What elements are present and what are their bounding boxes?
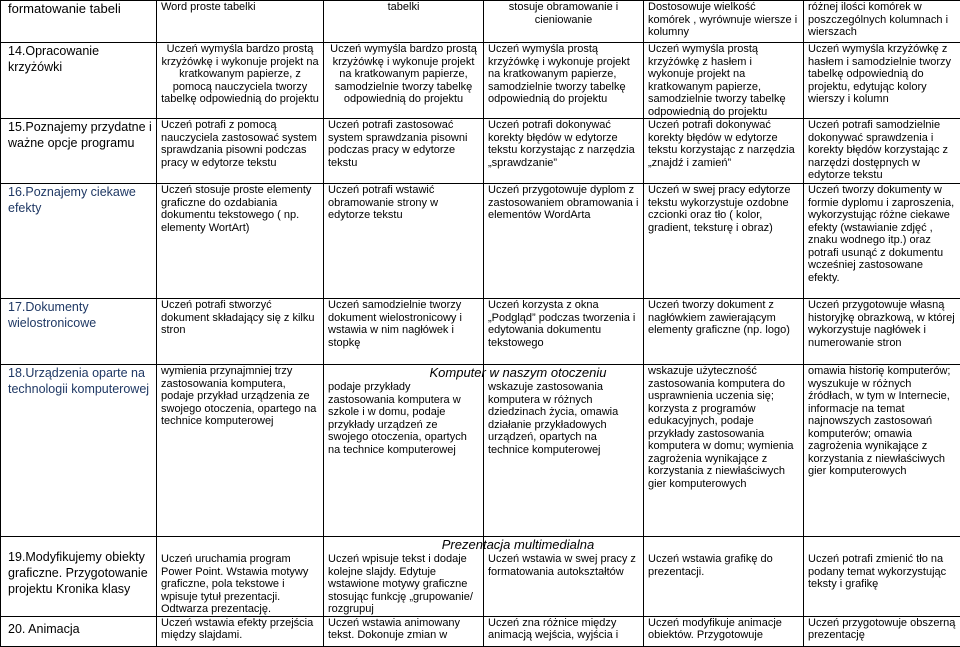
criteria-cell: Uczeń wymyśla krzyżówkę z hasłem i samodzielnie tworzy tabelkę odpowiednią do projektu, edytując kolory wierszy i kolumn <box>804 43 960 119</box>
criteria-cell: Uczeń potrafi stworzyć dokument składający się z kilku stron <box>157 299 324 365</box>
table-row <box>1 537 960 617</box>
criteria-cell <box>324 365 484 537</box>
topic-cell: 15.Poznajemy przydatne i ważne opcje programu <box>1 119 157 184</box>
criteria-cell <box>324 537 484 617</box>
criteria-text: Uczeń potrafi zmienić tło na podany temat wykorzystując teksty i grafikę <box>808 553 956 591</box>
section-heading: Prezentacja multimedialna <box>358 538 678 552</box>
header-grade-6: różnej ilości komórek w poszczególnych kolumnach i wierszach <box>804 1 960 43</box>
criteria-cell: Uczeń wymyśla bardzo prostą krzyżówkę i wykonuje projekt na kratkowanym papierze, z pomocą nauczyciela tworzy tabelkę odpowiednią do projektu <box>157 43 324 119</box>
criteria-cell: wymienia przynajmniej trzy zastosowania komputera, podaje przykład urządzenia ze swojego otoczenia, opartego na technice komputerowej <box>157 365 324 537</box>
criteria-cell: Uczeń przygotowuje dyplom z zastosowaniem obramowania i elementów WordArta <box>484 184 644 299</box>
criteria-cell: Uczeń modyfikuje animacje obiektów. Przygotowuje <box>644 616 804 646</box>
criteria-cell: Uczeń potrafi dokonywać korekty błędów w edytorze tekstu korzystając z narzędzia „sprawdzanie” <box>484 119 644 184</box>
topic-cell: 20. Animacja <box>1 616 157 646</box>
criteria-cell: wskazuje użyteczność zastosowania komputera do usprawnienia uczenia się; korzysta z programów edukacyjnych, podaje przykłady zastosowania komputera w domu; wymienia zagrożenia wynikające z korzystania z niewłaściwych gier komputerowych <box>644 365 804 537</box>
header-grade-3: tabelki <box>324 1 484 43</box>
topic-cell <box>1 537 157 617</box>
table-row <box>1 616 960 646</box>
criteria-text: wskazuje zastosowania komputera w różnych dziedzinach życia, omawia działanie przykładowych urządzeń, opartych na technice komputerowej <box>488 381 639 456</box>
criteria-text: podaje przykłady zastosowania komputera w szkole i w domu, podaje przykłady urządzeń ze swojego otoczenia, opartych na technice komputerowej <box>328 381 479 456</box>
criteria-cell: Uczeń wstawia animowany tekst. Dokonuje zmian w <box>324 616 484 646</box>
criteria-cell: Uczeń zna różnice między animacją wejścia, wyjścia i <box>484 616 644 646</box>
topic-cell: 17.Dokumenty wielostronicowe <box>1 299 157 365</box>
table-row <box>1 184 960 299</box>
criteria-cell: Uczeń tworzy dokumenty w formie dyplomu i zaproszenia, wykorzystując różne ciekawe efekty (wstawianie zdjęć , znaku wodnego itp.) oraz potrafi usunąć z dokumentu wcześniej zastosowane efekty. <box>804 184 960 299</box>
criteria-cell: Uczeń wymyśla bardzo prostą krzyżówkę i wykonuje projekt na kratkowanym papierze, samodzielnie tworzy tabelkę odpowiednią do projektu <box>324 43 484 119</box>
criteria-cell: Uczeń wstawia efekty przejścia między slajdami. <box>157 616 324 646</box>
criteria-cell: Uczeń stosuje proste elementy graficzne do ozdabiania dokumentu tekstowego ( np. elementy WortArt) <box>157 184 324 299</box>
criteria-cell: Uczeń samodzielnie tworzy dokument wielostronicowy i wstawia w nim nagłówek i stopkę <box>324 299 484 365</box>
criteria-cell: Uczeń przygotowuje obszerną prezentację <box>804 616 960 646</box>
header-topic: formatowanie tabeli <box>1 1 157 43</box>
criteria-cell: Uczeń wymyśla prostą krzyżówkę z hasłem i wykonuje projekt na kratkowanym papierze, samodzielnie tworzy tabelkę odpowiednią do projektu <box>644 43 804 119</box>
topic-cell: 14.Opracowanie krzyżówki <box>1 43 157 119</box>
criteria-cell: Uczeń w swej pracy edytorze tekstu wykorzystuje ozdobne czcionki oraz tło ( kolor, gradient, teksturę i obraz) <box>644 184 804 299</box>
criteria-cell: Uczeń tworzy dokument z nagłówkiem zawierającym elementy graficzne (np. logo) <box>644 299 804 365</box>
criteria-text: Uczeń wstawia grafikę do prezentacji. <box>648 553 799 578</box>
criteria-cell <box>157 537 324 617</box>
section-heading: Komputer w naszym otoczeniu <box>358 366 678 380</box>
criteria-cell <box>804 537 960 617</box>
criteria-cell: Uczeń potrafi samodzielnie dokonywać sprawdzenia i korekty błędów korzystając z narzędzi dostępnych w edytorze tekstu <box>804 119 960 184</box>
criteria-cell: Uczeń korzysta z okna „Podgląd” podczas tworzenia i edytowania dokumentu tekstowego <box>484 299 644 365</box>
criteria-cell: Uczeń potrafi z pomocą nauczyciela zastosować system sprawdzania pisowni podczas pracy w edytorze tekstu <box>157 119 324 184</box>
table-row <box>1 43 960 119</box>
topic-cell: 18.Urządzenia oparte na technologii komputerowej <box>1 365 157 537</box>
topic-text: 19.Modyfikujemy obiekty graficzne. Przygotowanie projektu Kronika klasy <box>8 550 148 596</box>
table-row <box>1 365 960 537</box>
criteria-text: Uczeń uruchamia program Power Point. Wstawia motywy graficzne, pola tekstowe i wpisuje tytuł prezentacji. Odtwarza prezentację. <box>161 553 319 616</box>
criteria-cell: Uczeń przygotowuje własną historyjkę obrazkową, w której wykorzystuje nagłówek i numerowanie stron <box>804 299 960 365</box>
criteria-text: Uczeń wpisuje tekst i dodaje kolejne slajdy. Edytuje wstawione motywy graficzne stosując funkcję „grupowanie/ rozgrupuj <box>328 553 479 616</box>
topic-cell: 16.Poznajemy ciekawe efekty <box>1 184 157 299</box>
header-grade-5: Dostosowuje wielkość komórek , wyrównuje wiersze i kolumny <box>644 1 804 43</box>
criteria-cell: Uczeń potrafi dokonywać korekty błędów w edytorze tekstu korzystając z narzędzia „znajdź i zamień” <box>644 119 804 184</box>
criteria-cell: Uczeń potrafi zastosować system sprawdzania pisowni podczas pracy w edytorze tekstu <box>324 119 484 184</box>
criteria-cell: Uczeń wymyśla prostą krzyżówkę i wykonuje projekt na kratkowanym papierze, samodzielnie tworzy tabelkę odpowiednią do projektu <box>484 43 644 119</box>
criteria-cell: omawia historię komputerów; wyszukuje w różnych źródłach, w tym w Internecie, informacje na temat najnowszych zastosowań komputerów; omawia zagrożenia wynikające z korzystania z niewłaściwych gier komputerowych <box>804 365 960 537</box>
criteria-cell <box>484 365 644 537</box>
criteria-text: Uczeń wstawia w swej pracy z formatowania autokształtów <box>488 553 639 578</box>
header-grade-2: Word proste tabelki <box>157 1 324 43</box>
table-row <box>1 299 960 365</box>
header-row <box>1 1 960 43</box>
header-grade-4: stosuje obramowanie i cieniowanie <box>484 1 644 43</box>
table-row <box>1 119 960 184</box>
criteria-cell: Uczeń potrafi wstawić obramowanie strony w edytorze tekstu <box>324 184 484 299</box>
